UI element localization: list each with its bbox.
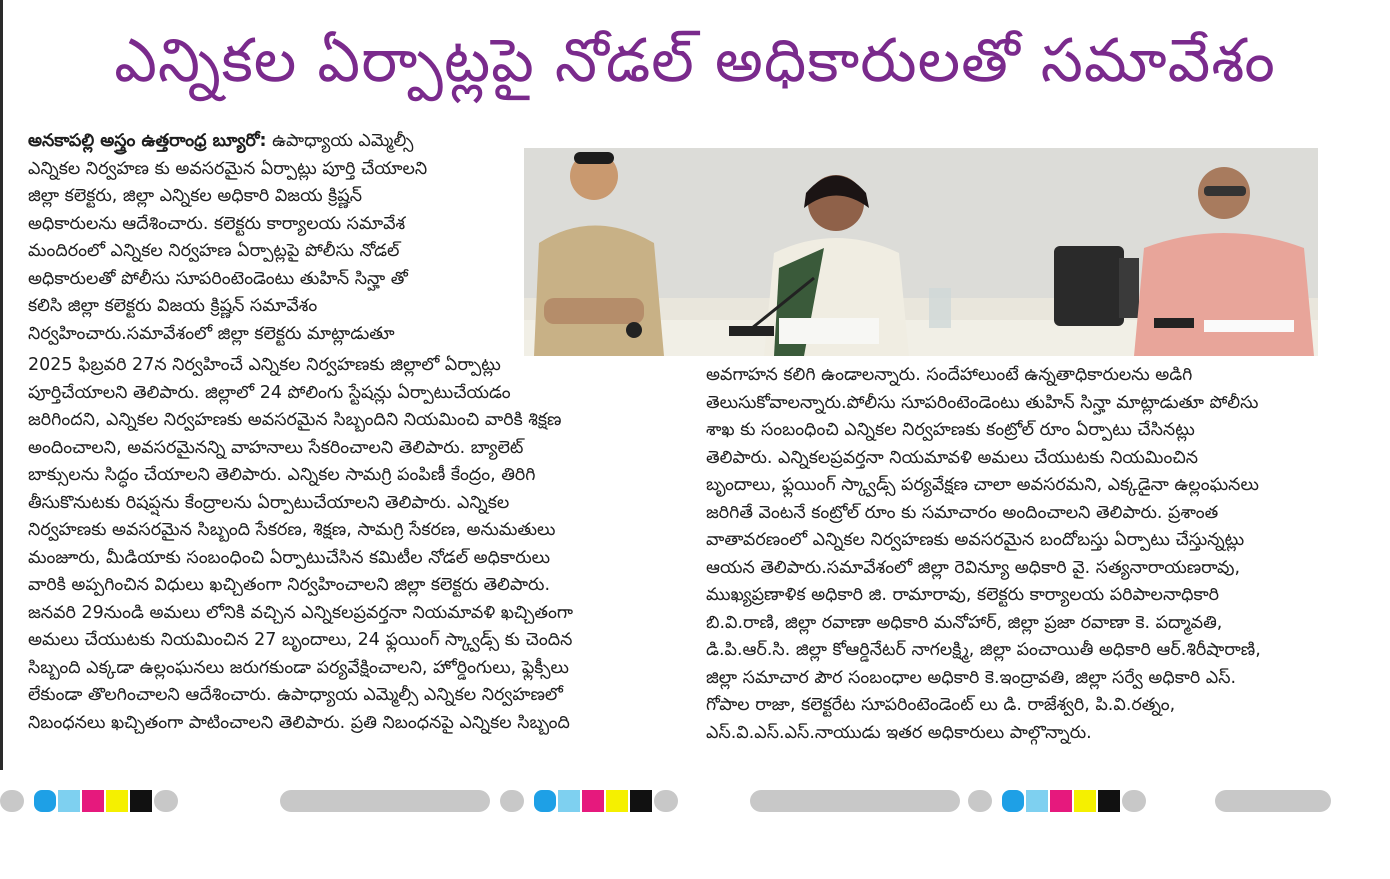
registration-mark <box>34 790 56 812</box>
registration-mark <box>82 790 104 812</box>
registration-mark <box>1215 790 1331 812</box>
registration-mark <box>582 790 604 812</box>
registration-mark <box>750 790 960 812</box>
registration-mark <box>606 790 628 812</box>
article-line: పూర్తిచేయాలని తెలిపారు. జిల్లాలో 24 పోలింగు స్టేషన్లు ఏర్పాటుచేయడం <box>28 382 511 403</box>
article-line: సిబ్బంది ఎక్కడా ఉల్లంఘనలు జరుగకుండా పర్యవేక్షించాలని, హోర్డింగులు, ఫ్లెక్సీలు <box>28 657 569 678</box>
article-line: అందించాలని, అవసరమైనన్ని వాహనాలు సేకరించాలని తెలిపారు. బ్యాలెట్ <box>28 437 524 458</box>
registration-mark <box>968 790 992 812</box>
registration-mark <box>280 790 490 812</box>
registration-mark <box>630 790 652 812</box>
article-line: వాతావరణంలో ఎన్నికల నిర్వహణకు అవసరమైన బందోబస్తు ఏర్పాటు చేస్తున్నట్లు <box>706 530 1245 550</box>
registration-mark <box>1074 790 1096 812</box>
registration-mark <box>654 790 678 812</box>
registration-mark <box>0 790 24 812</box>
dateline: అనకాపల్లి అస్త్రం ఉత్తరాంధ్ర బ్యూరో: <box>28 131 267 151</box>
article-line: నిబంధనలు ఖచ్చితంగా పాటించాలని తెలిపారు. ప్రతి నిబంధనపై ఎన్నికల సిబ్బంది <box>28 712 570 733</box>
article-line: ఎన్నికల నిర్వహణ కు అవసరమైన ఏర్పాట్లు పూర్తి చేయాలని <box>28 158 428 179</box>
article-line: బృందాలు, ఫ్లయింగ్ స్క్వాడ్స్ పర్యవేక్షణ చాలా అవసరమని, ఎక్కడైనా ఉల్లంఘనలు <box>706 475 1259 495</box>
meeting-photo <box>524 148 1318 356</box>
article-line: జిల్లా సమాచార పౌర సంబంధాల అధికారి కె.ఇంద్రావతి, జిల్లా సర్వే అధికారి ఎస్. <box>706 667 1237 688</box>
color-registration-strip <box>0 788 1390 814</box>
article-line: ముఖ్యప్రణాళిక అధికారి జి. రామారావు, కలెక్టరు కార్యాలయ పరిపాలనాధికారి <box>706 585 1220 605</box>
article-line: బి.వి.రాణి, జిల్లా రవాణా అధికారి మనోహార్, జిల్లా ప్రజా రవాణా కె. పద్మావతి, <box>706 612 1223 633</box>
article-line: తెలుసుకోవాలన్నారు.పోలీసు సూపరింటెండెంటు తుహిన్ సిన్హా మాట్లాడుతూ పోలీసు <box>706 392 1259 413</box>
article-line: నిర్వహణకు అవసరమైన సిబ్బంది సేకరణ, శిక్షణ, సామగ్రి సేకరణ, అనుమతులు <box>28 520 556 540</box>
article-line: అధికారులను ఆదేశించారు. కలెక్టరు కార్యాలయ సమావేశ <box>28 213 406 234</box>
registration-mark <box>1098 790 1120 812</box>
registration-mark <box>106 790 128 812</box>
page-edge-rule <box>0 0 3 770</box>
article-line: ఎస్.వి.ఎస్.ఎస్.నాయుడు ఇతర అధికారులు పాల్గొన్నారు. <box>706 722 1092 743</box>
article-line: శాఖ కు సంబంధించి ఎన్నికల నిర్వహణకు కంట్రోల్ రూం ఏర్పాటు చేసినట్లు <box>706 420 1195 440</box>
registration-mark <box>130 790 152 812</box>
article-line: జరిగిందని, ఎన్నికల నిర్వహణకు అవసరమైన సిబ్బందిని నియమించి వారికి శిక్షణ <box>28 410 562 430</box>
registration-mark <box>534 790 556 812</box>
article-line: జనవరి 29నుండి అమలు లోనికి వచ్చిన ఎన్నికలప్రవర్తనా నియమావళి ఖచ్చితంగా <box>28 602 573 623</box>
registration-mark <box>1002 790 1024 812</box>
registration-mark <box>58 790 80 812</box>
article-line: 2025 ఫిబ్రవరి 27న నిర్వహించే ఎన్నికల నిర్వహణకు జిల్లాలో ఏర్పాట్లు <box>28 355 501 375</box>
article-line: జరిగితే వెంటనే కంట్రోల్ రూం కు సమాచారం అందించాలని తెలిపారు. ప్రశాంత <box>706 502 1219 523</box>
article-line: అమలు చేయుటకు నియమించిన 27 బృందాలు, 24 ఫ్లయింగ్ స్క్వాడ్స్ కు చెందిన <box>28 630 573 650</box>
article-line: ఉపాధ్యాయ ఎమ్మెల్సీ <box>272 131 414 151</box>
article-line: అవగాహన కలిగి ఉండాలన్నారు. సందేహాలుంటే ఉన్నతాధికారులను అడిగి <box>706 365 1193 385</box>
registration-mark <box>154 790 178 812</box>
headline: ఎన్నికల ఏర్పాట్లపై నోడల్ అధికారులతో సమావేశం <box>114 26 1276 96</box>
article-line: లేకుండా తొలగించాలని ఆదేశించారు. ఉపాధ్యాయ ఎమ్మెల్సీ ఎన్నికల నిర్వహణలో <box>28 685 563 705</box>
registration-mark <box>500 790 524 812</box>
article-line: కలిసి జిల్లా కలెక్టరు విజయ క్రిష్ణన్ సమావేశం <box>28 296 318 316</box>
article-line: నిర్వహించారు.సమావేశంలో జిల్లా కలెక్టరు మాట్లాడుతూ <box>28 323 395 344</box>
article-line: మందిరంలో ఎన్నికల నిర్వహణ ఏర్పాట్లపై పోలీసు నోడల్ <box>28 241 400 261</box>
meeting-photo-illustration <box>524 148 1318 356</box>
article-line: వారికి అప్పగించిన విధులు ఖచ్చితంగా నిర్వహించాలని జిల్లా కలెక్టరు తెలిపారు. <box>28 575 551 595</box>
article-line: బాక్సులను సిద్ధం చేయాలని తెలిపారు. ఎన్నికల సామగ్రి పంపిణీ కేంద్రం, తిరిగి <box>28 465 536 485</box>
article-line: గోపాల రాజా, కలెక్టరేట సూపరింటెండెంట్ లు డి. రాజేశ్వరి, పి.వి.రత్నం, <box>706 695 1176 715</box>
registration-mark <box>1050 790 1072 812</box>
registration-mark <box>1122 790 1146 812</box>
article-line: జిల్లా కలెక్టరు, జిల్లా ఎన్నికల అధికారి విజయ క్రిష్ణన్ <box>28 186 363 206</box>
article-line: డి.పి.ఆర్.సి. జిల్లా కోఆర్డినేటర్ నాగలక్ష్మి, జిల్లా పంచాయితీ అధికారి ఆర్.శిరీషారాణి, <box>706 640 1261 660</box>
article-line: ఆయన తెలిపారు.సమావేశంలో జిల్లా రెవిన్యూ అధికారి వై. సత్యనారాయణరావు, <box>706 557 1241 578</box>
article-column-right <box>706 362 1366 747</box>
registration-mark <box>558 790 580 812</box>
article-line: తెలిపారు. ఎన్నికలప్రవర్తనా నియమావళి అమలు చేయుటకు నియమించిన <box>706 447 1199 468</box>
article-line: అధికారులతో పోలీసు సూపరింటెండెంటు తుహిన్ సిన్హా తో <box>28 268 408 289</box>
article-line: మంజూరు, మీడియాకు సంబంధించి ఏర్పాటుచేసిన కమిటీల నోడల్ అధికారులు <box>28 547 551 568</box>
article-line: తీసుకొనుటకు రిషప్షను కేంద్రాలను ఏర్పాటుచేయాలని తెలిపారు. ఎన్నికల <box>28 492 510 513</box>
registration-mark <box>1026 790 1048 812</box>
